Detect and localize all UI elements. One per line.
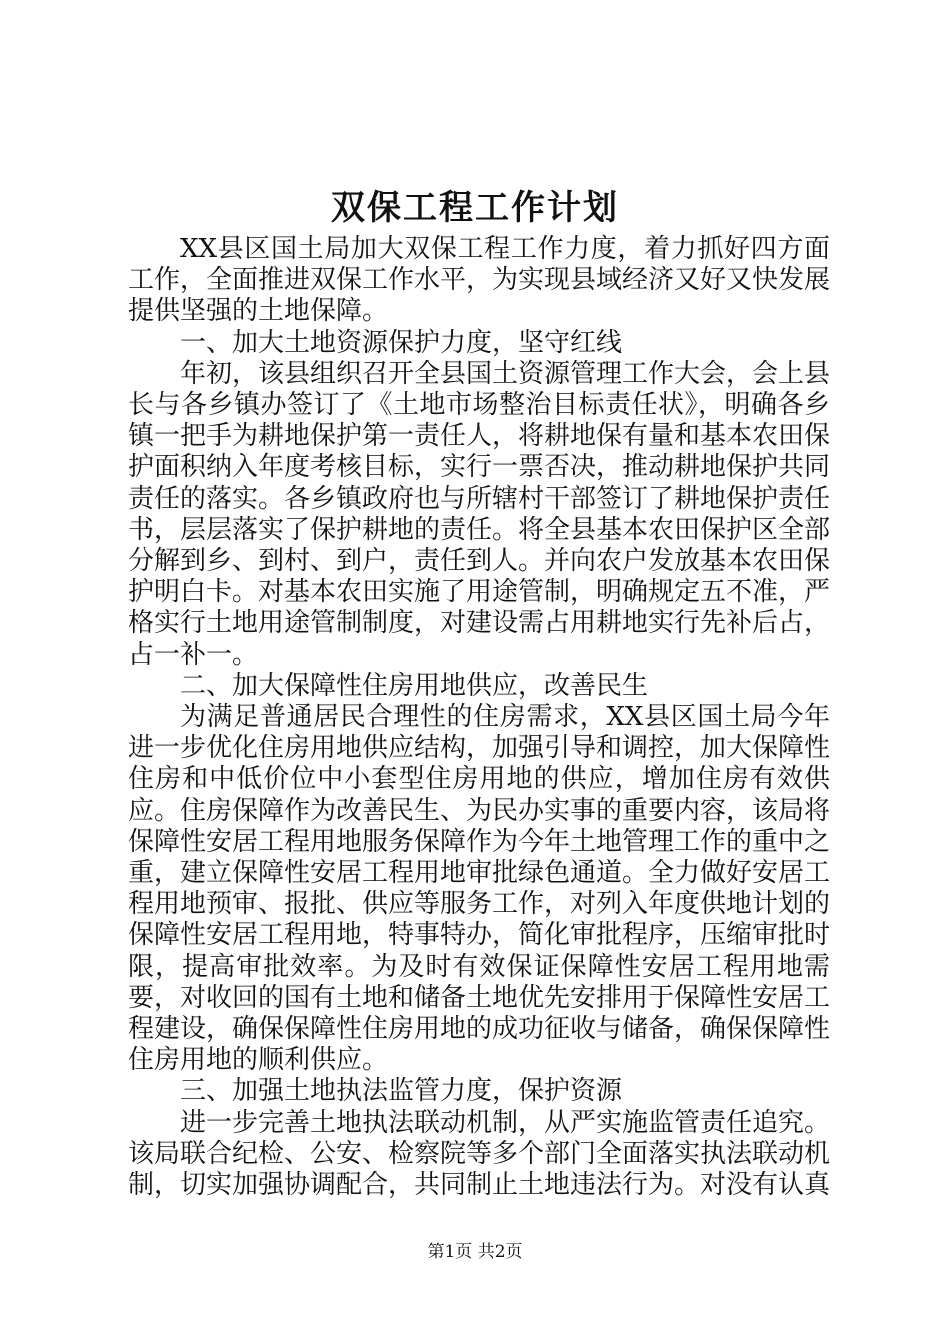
section-heading-3: 三、加强土地执法监管力度，保护资源 [180,1076,623,1107]
document-title: 双保工程工作计划 [331,188,619,228]
section-paragraph-1: 年初，该县组织召开全县国土资源管理工作大会，会上县长与各乡镇办签订了《土地市场整治目标责任状》，明确各乡镇一把手为耕地保护第一责任人，将耕地保有量和基本农田保护面积纳入年度考核目标，实行一票否决，推动耕地保护共同责任的落实。各乡镇政府也与所辖村干部签订了耕地保护责任书，层层落实了保护耕地的责任。将全县基本农田保护区全部分解到乡、到村、到户，责任到人。并向农户发放基本农田保护明白卡。对基本农田实施了用途管制，明确规定五不准，严格实行土地用途管制制度，对建设需占用耕地实行先补后占，占一补一。 [128,358,831,670]
section-paragraph-3: 进一步完善土地执法联动机制，从严实施监管责任追究。该局联合纪检、公安、检察院等多个部门全面落实执法联动机制，切实加强协调配合，共同制止土地违法行为。对没有认真 [128,1107,831,1201]
section-paragraph-2: 为满足普通居民合理性的住房需求，XX县区国土局今年进一步优化住房用地供应结构，加强引导和调控，加大保障性住房和中低价位中小套型住房用地的供应，增加住房有效供应。住房保障作为改善民生、为民办实事的重要内容，该局将保障性安居工程用地服务保障作为今年土地管理工作的重中之重，建立保障性安居工程用地审批绿色通道。全力做好安居工程用地预审、报批、供应等服务工作，对列入年度供地计划的保障性安居工程用地，特事特办，简化审批程序，压缩审批时限，提高审批效率。为及时有效保证保障性安居工程用地需要，对收回的国有土地和储备土地优先安排用于保障性安居工程建设，确保保障性住房用地的成功征收与储备，确保保障性住房用地的顺利供应。 [128,702,831,1076]
intro-paragraph: XX县区国土局加大双保工程工作力度，着力抓好四方面工作，全面推进双保工作水平，为实现县域经济又好又快发展提供坚强的土地保障。 [128,234,831,327]
section-heading-2: 二、加大保障性住房用地供应，改善民生 [180,670,649,701]
page-number-footer: 第1页 共2页 [427,1242,523,1262]
section-heading-1: 一、加大土地资源保护力度，坚守红线 [180,327,623,358]
document-body [128,234,830,1201]
